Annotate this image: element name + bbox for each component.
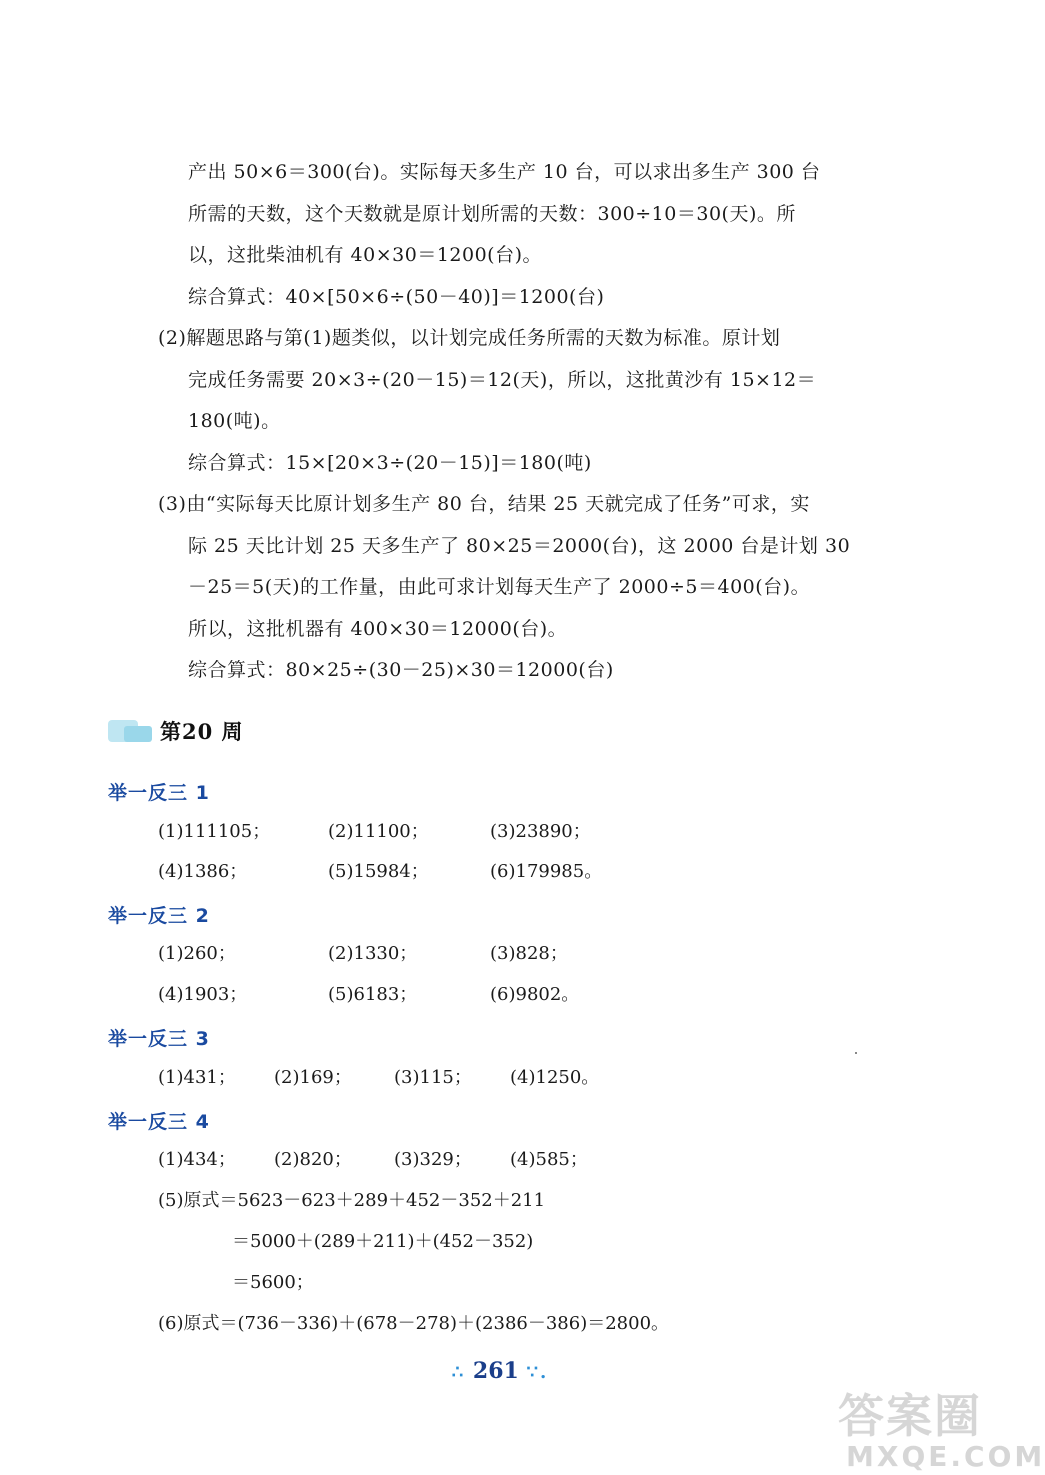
formula-line: 综合算式：80×25÷(30－25)×30＝12000(台) xyxy=(188,659,614,681)
answer-item: (3)828； xyxy=(490,943,568,964)
section-title: 第20 周 xyxy=(160,719,244,744)
answer-item: (2)169； xyxy=(274,1067,352,1088)
answer-item: (3)329； xyxy=(394,1149,472,1170)
answer-item: (6)179985。 xyxy=(490,861,603,882)
section-marker-icon xyxy=(108,718,154,744)
answer-item: (4)1903； xyxy=(158,984,248,1005)
paragraph-line: 以，这批柴油机有 40×30＝1200(台)。 xyxy=(188,244,542,266)
calculation-line: ＝5600； xyxy=(232,1272,314,1293)
section-heading xyxy=(108,716,244,746)
answer-item: (1)434； xyxy=(158,1149,236,1170)
answer-item: (3)115； xyxy=(394,1067,472,1088)
paragraph-line: 所需的天数，这个天数就是原计划所需的天数：300÷10＝30(天)。所 xyxy=(188,203,796,225)
answer-item: (5)15984； xyxy=(328,861,429,882)
paragraph-line: 际 25 天比计划 25 天多生产了 80×25＝2000(台)，这 2000 台是计划 30 xyxy=(188,535,851,557)
answer-item: (2)11100； xyxy=(328,821,429,842)
group-heading: 举一反三 3 xyxy=(108,1028,210,1050)
answer-item: (2)820； xyxy=(274,1149,352,1170)
answer-item: (3)23890； xyxy=(490,821,591,842)
answer-item: (1)260； xyxy=(158,943,236,964)
group-heading: 举一反三 2 xyxy=(108,905,210,927)
answer-item: (4)1386； xyxy=(158,861,248,882)
paragraph-line: (2)解题思路与第(1)题类似，以计划完成任务所需的天数为标准。原计划 xyxy=(158,327,781,349)
watermark-logo xyxy=(820,1380,1045,1475)
calculation-line: ＝5000＋(289＋211)＋(452－352) xyxy=(232,1231,534,1252)
page-number-text: 261 xyxy=(472,1358,519,1384)
paragraph-line: (3)由“实际每天比原计划多生产 80 台，结果 25 天就完成了任务”可求，实 xyxy=(158,493,810,515)
formula-line: 综合算式：40×[50×6÷(50－40)]＝1200(台) xyxy=(188,286,605,308)
paragraph-line: 完成任务需要 20×3÷(20－15)＝12(天)，所以，这批黄沙有 15×12＝ xyxy=(188,369,817,391)
answer-item: (2)1330； xyxy=(328,943,418,964)
answer-item: (1)111105； xyxy=(158,821,271,842)
dots-right-icon: ∵. xyxy=(526,1362,549,1383)
answer-item: (1)431； xyxy=(158,1067,236,1088)
calculation-line: (5)原式＝5623－623＋289＋452－352＋211 xyxy=(158,1190,546,1211)
group-heading: 举一反三 1 xyxy=(108,782,210,804)
paragraph-line: －25＝5(天)的工作量，由此可求计划每天生产了 2000÷5＝400(台)。 xyxy=(188,576,811,598)
answer-item: (6)9802。 xyxy=(490,984,580,1005)
dots-left-icon: ∴ xyxy=(451,1362,466,1383)
calculation-line: (6)原式＝(736－336)＋(678－278)＋(2386－386)＝2800。 xyxy=(158,1313,670,1334)
paragraph-line: 所以，这批机器有 400×30＝12000(台)。 xyxy=(188,618,568,640)
answer-item: (5)6183； xyxy=(328,984,418,1005)
speck xyxy=(855,1052,857,1054)
group-heading: 举一反三 4 xyxy=(108,1111,210,1133)
paragraph-line: 180(吨)。 xyxy=(188,410,281,432)
answer-item: (4)1250。 xyxy=(510,1067,600,1088)
watermark-text: 答案圈 xyxy=(838,1389,982,1443)
formula-line: 综合算式：15×[20×3÷(20－15)]＝180(吨) xyxy=(188,452,592,474)
answer-item: (4)585； xyxy=(510,1149,588,1170)
paragraph-line: 产出 50×6＝300(台)。实际每天多生产 10 台，可以求出多生产 300 台 xyxy=(188,161,821,183)
watermark-url: MXQE.COM xyxy=(846,1440,1045,1473)
